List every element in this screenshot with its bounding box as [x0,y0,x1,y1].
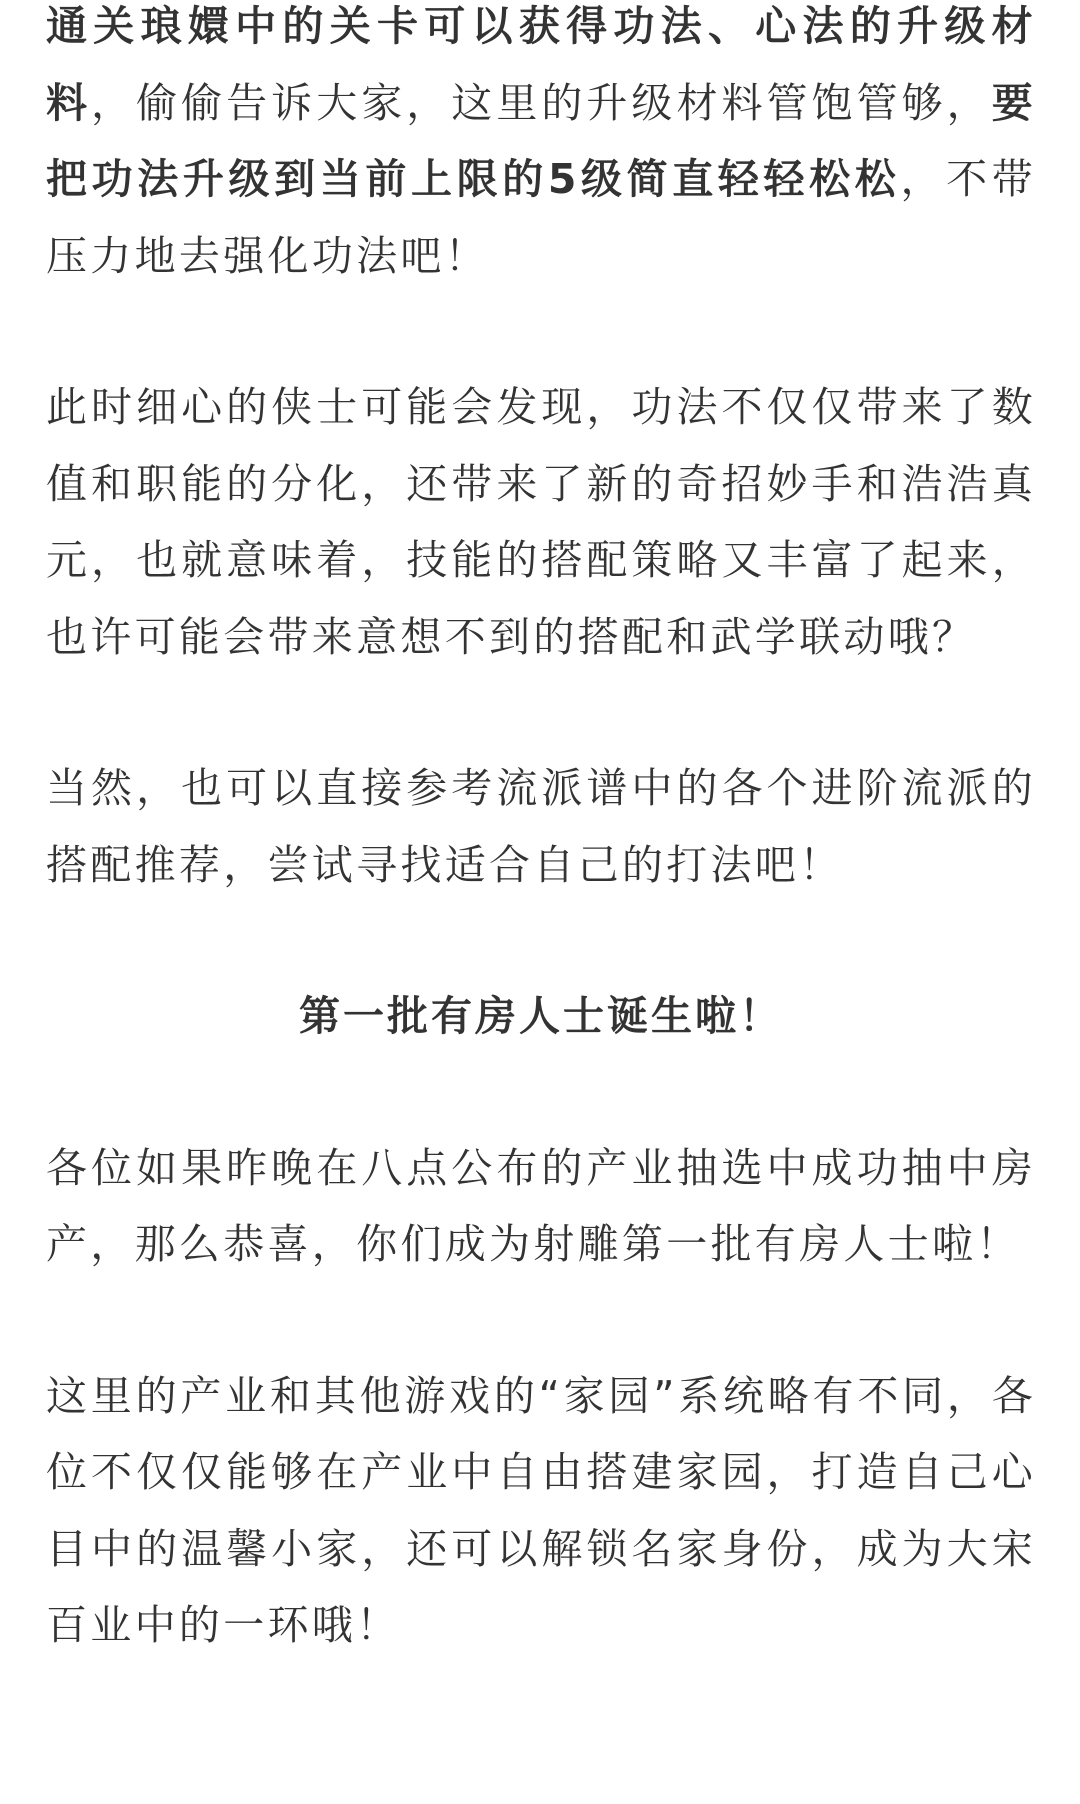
paragraph-skill-differentiation: 此时细心的侠士可能会发现，功法不仅仅带来了数值和职能的分化，还带来了新的奇招妙手和浩浩真元，也就意味着，技能的搭配策略又丰富了起来，也许可能会带来意想不到的搭配和武学联动哦？ [46,383,1036,661]
section-heading: 第一批有房人士诞生啦！ [299,992,783,1040]
plain-text-materials: ，偷偷告诉大家，这里的升级材料管饱管够， [91,78,992,127]
paragraph-school-recommendation: 当然，也可以直接参考流派谱中的各个进阶流派的搭配推荐，尝试寻找适合自己的打法吧！ [46,764,1036,889]
paragraph-home-system: 这里的产业和其他游戏的“家园”系统略有不同，各位不仅仅能够在产业中自由搭建家园，打造自己心目中的温馨小家，还可以解锁名家身份，成为大宋百业中的一环哦！ [46,1371,1036,1649]
bold-text-level5: 要把功法升级到当前上限的5级简直轻轻松松 [46,78,1036,203]
paragraph-house-lottery: 各位如果昨晚在八点公布的产业抽选中成功抽中房产，那么恭喜，你们成为射雕第一批有房人士啦！ [46,1143,1036,1268]
plain-text-strengthen: ，不带压力地去强化功法吧！ [46,155,1036,280]
article-body [46,0,1036,1664]
bold-text-materials: 通关琅嬛中的关卡可以获得功法、心法的升级材料 [46,2,1036,127]
paragraph-upgrade-materials [46,0,1036,294]
